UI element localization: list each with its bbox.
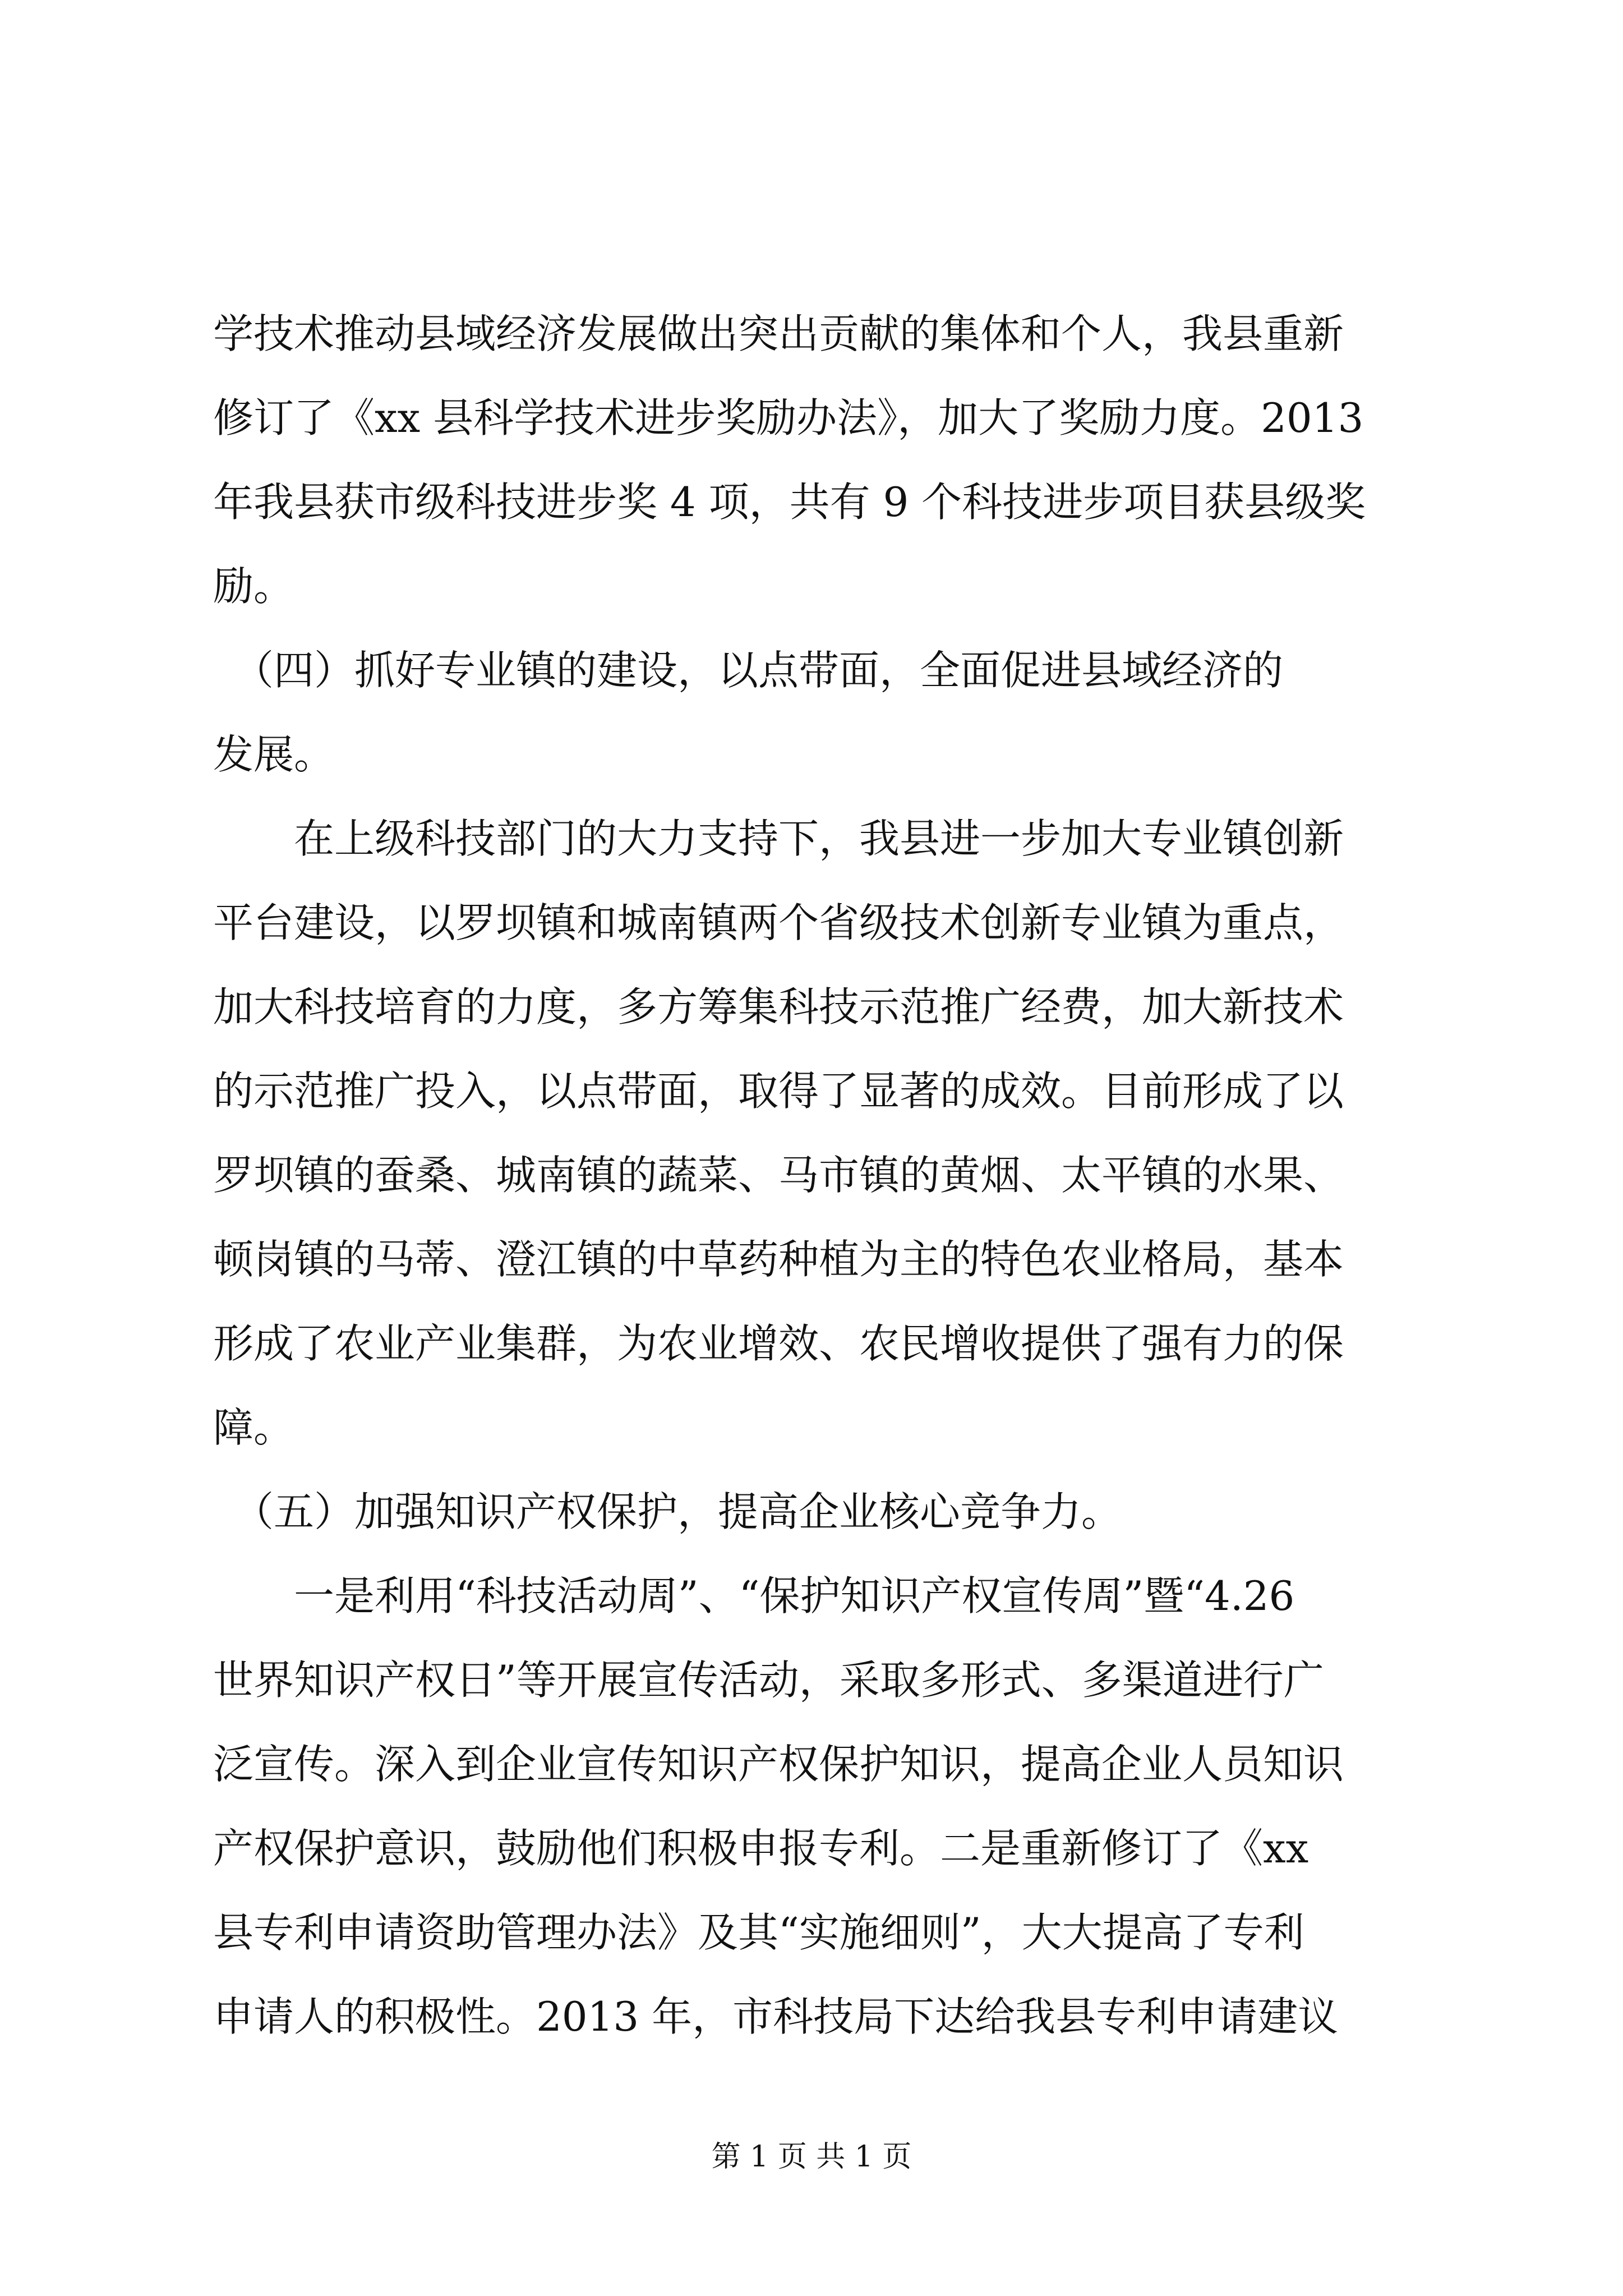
text-line: 学技术推动县域经济发展做出突出贡献的集体和个人，我县重新 [213, 310, 1344, 357]
text-line: 年我县获市级科技进步奖 4 项，共有 9 个科技进步项目获县级奖 [213, 478, 1366, 526]
text-line: 发展。 [213, 731, 335, 778]
text-line: 世界知识产权日”等开展宣传活动，采取多形式、多渠道进行广 [213, 1657, 1324, 1704]
text-line: 形成了农业产业集群，为农业增效、农民增收提供了强有力的保 [213, 1320, 1344, 1367]
page-footer: 第 1 页 共 1 页 [711, 2140, 912, 2174]
text-line: 平台建设，以罗坝镇和城南镇两个省级技术创新专业镇为重点， [213, 899, 1344, 946]
section-heading: （五）加强知识产权保护，提高企业核心竞争力。 [213, 1488, 1122, 1535]
text-line: 在上级科技部门的大力支持下，我县进一步加大专业镇创新 [213, 815, 1344, 862]
text-line: 障。 [213, 1404, 294, 1451]
text-line: 罗坝镇的蚕桑、城南镇的蔬菜、马市镇的黄烟、太平镇的水果、 [213, 1152, 1344, 1199]
text-line: 顿岗镇的马蒂、澄江镇的中草药种植为主的特色农业格局，基本 [213, 1236, 1344, 1283]
text-line: 产权保护意识，鼓励他们积极申报专利。二是重新修订了《xx [213, 1825, 1309, 1872]
body-text [213, 292, 1424, 2059]
text-line: 修订了《xx 县科学技术进步奖励办法》，加大了奖励力度。2013 [213, 394, 1364, 441]
text-line: 县专利申请资助管理办法》及其“实施细则”，大大提高了专利 [213, 1909, 1304, 1956]
text-line: 的示范推广投入，以点带面，取得了显著的成效。目前形成了以 [213, 1068, 1344, 1115]
text-line: 加大科技培育的力度，多方筹集科技示范推广经费，加大新技术 [213, 983, 1344, 1030]
text-line: 申请人的积极性。2013 年，市科技局下达给我县专利申请建议 [213, 1993, 1339, 2040]
text-line: 励。 [213, 563, 294, 610]
section-heading: （四）抓好专业镇的建设，以点带面，全面促进县域经济的 [213, 647, 1284, 694]
text-line: 泛宣传。深入到企业宣传知识产权保护知识，提高企业人员知识 [213, 1741, 1344, 1788]
text-line: 一是利用“科技活动周”、“保护知识产权宣传周”暨“4.26 [213, 1572, 1295, 1619]
